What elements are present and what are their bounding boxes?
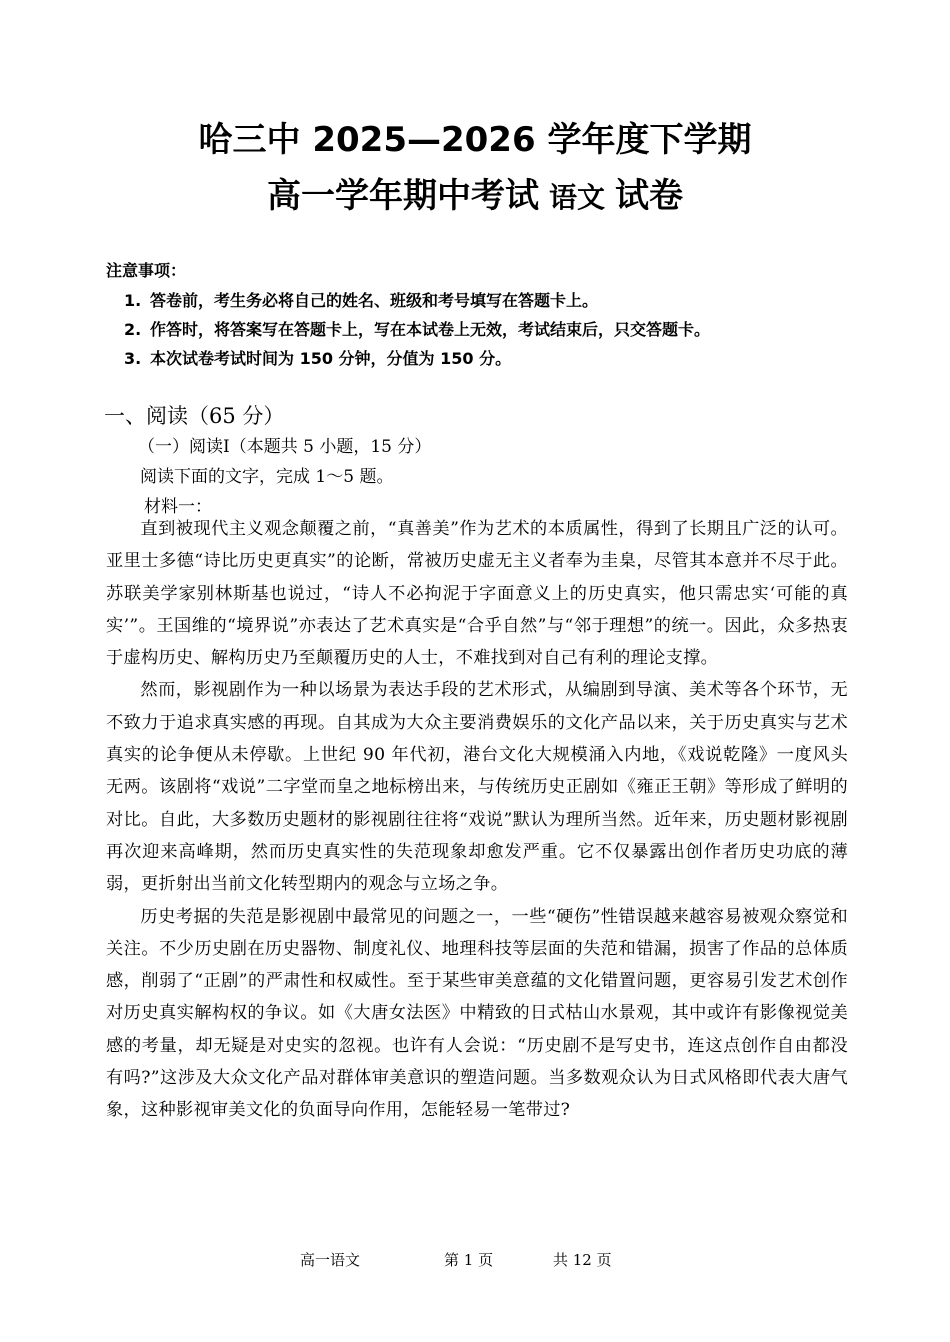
notice-item-text: 作答时，将答案写在答题卡上，写在本试卷上无效，考试结束后，只交答题卡。 (150, 320, 711, 339)
subsection-title: （一）阅读Ⅰ（本题共 5 小题，15 分） (138, 437, 432, 457)
material-label: 材料一： (144, 497, 212, 517)
notice-item-text: 本次试卷考试时间为 150 分钟，分值为 150 分。 (150, 349, 512, 368)
notice-item-text: 答卷前，考生务必将自己的姓名、班级和考号填写在答题卡上。 (150, 291, 599, 310)
footer-page-number: 第 1 页 (444, 1251, 494, 1269)
paragraph: 然而，影视剧作为一种以场景为表达手段的艺术形式，从编剧到导演、美术等各个环节，无不致力于追求真实感的再现。自其成为大众主要消费娱乐的文化产品以来，关于历史真实与艺术真实的论争便从未停歇。上世纪 90 年代初，港台文化大规模涌入内地，《戏说乾隆》一度风头无两。该剧将“戏说”二字堂而皇之地标榜出来，与传统历史正剧如《雍正王朝》等形成了鲜明的对比。自此，大多数历史题材的影视剧往往将“戏说”默认为理所当然。近年来，历史题材影视剧再次迎来高峰期，然而历史真实性的失范现象却愈发严重。它不仅暴露出创作者历史功底的薄弱，更折射出当前文化转型期内的观念与立场之争。 (106, 680, 848, 895)
paragraph: 历史考据的失范是影视剧中最常见的问题之一，一些“硬伤”性错误越来越容易被观众察觉和关注。不少历史剧在历史器物、制度礼仪、地理科技等层面的失范和错漏，损害了作品的总体质感，削弱了“正剧”的严肃性和权威性。至于某些审美意蕴的文化错置问题，更容易引发艺术创作对历史真实解构权的争议。如《大唐女法医》中精致的日式枯山水景观，其中或许有影像视觉美感的考量，却无疑是对史实的忽视。也许有人会说：“历史剧不是写史书，连这点创作自由都没有吗?”这涉及大众文化产品对群体审美意识的塑造问题。当多数观众认为日式风格即代表大唐气象，这种影视审美文化的负面导向作用，怎能轻易一笔带过? (106, 906, 848, 1121)
exam-title-line2 (0, 168, 950, 217)
reading-instruction: 阅读下面的文字，完成 1～5 题。 (140, 467, 394, 487)
notice-item-number: 3. (124, 349, 142, 368)
notice-item-number: 2. (124, 320, 142, 339)
paragraph: 直到被现代主义观念颠覆之前，“真善美”作为艺术的本质属性，得到了长期且广泛的认可。亚里士多德“诗比历史更真实”的论断，常被历史虚无主义者奉为圭臬，尽管其本意并不尽于此。苏联美学家别林斯基也说过，“诗人不必拘泥于字面意义上的历史真实，他只需忠实‘可能的真实’”。王国维的“境界说”亦表达了艺术真实是“合乎自然”与“邻于理想”的统一。因此，众多热衷于虚构历史、解构历史乃至颠覆历史的人士，不难找到对自己有利的理论支撑。 (106, 519, 848, 669)
title-exam-name: 高一学年期中考试 (266, 176, 539, 216)
title-suffix: 试卷 (615, 176, 683, 216)
title-subject: 语文 (548, 181, 605, 214)
material-text (106, 513, 848, 1127)
notice-heading: 注意事项： (106, 261, 187, 280)
notice-item (124, 288, 884, 311)
footer-total-pages: 共 12 页 (553, 1251, 612, 1269)
section-title: 一、阅读（65 分） (104, 404, 285, 428)
footer-subject: 高一语文 (300, 1251, 361, 1269)
notice-item (124, 317, 884, 340)
notice-item (124, 346, 884, 369)
exam-title-line1: 哈三中 2025—2026 学年度下学期 (198, 120, 752, 160)
notice-item-number: 1. (124, 291, 142, 310)
